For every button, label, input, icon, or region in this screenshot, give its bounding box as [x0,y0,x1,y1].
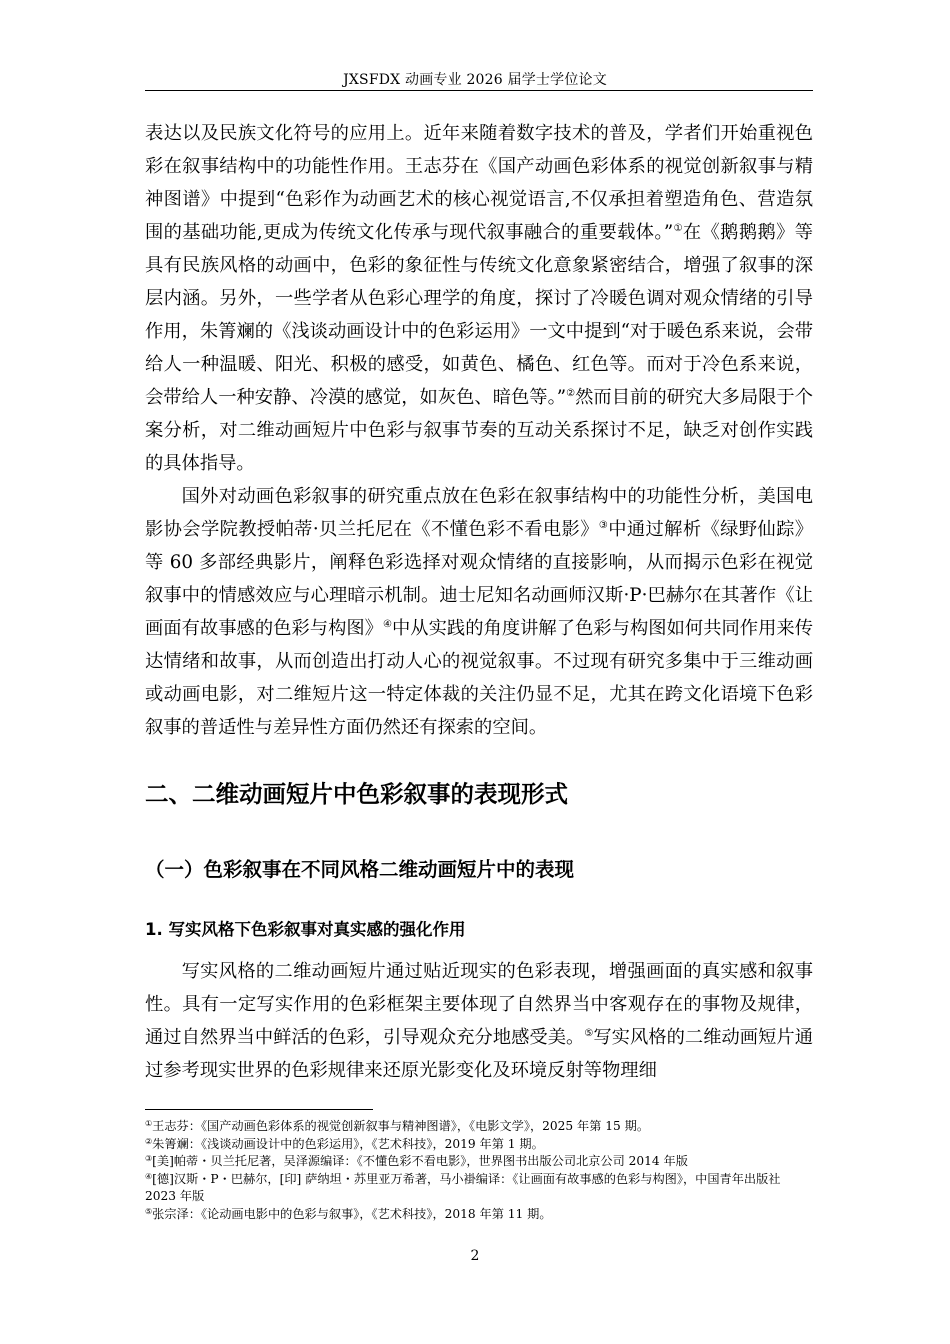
text-run: 然而目前的研究大多局限于个案分析，对二维动画短片中色彩与叙事节奏的互动关系探讨不足，缺乏对创作实践的具体指导。 [145,387,814,474]
footnote-1 [145,1118,813,1136]
header-rule [145,90,813,91]
footnote-4 [145,1171,813,1206]
body-text-bottom [145,955,813,1087]
section-heading: 二、二维动画短片中色彩叙事的表现形式 [145,780,568,808]
footnotes [145,1118,813,1224]
footnote-mark: ④ [145,1171,153,1181]
subsubsection-heading: 1. 写实风格下色彩叙事对真实感的强化作用 [145,920,466,939]
paragraph-1 [145,117,813,480]
paragraph-2 [145,480,813,744]
footnote-mark: ② [145,1136,153,1146]
text-run: 表达以及民族文化符号的应用上。近年来随着数字技术的普及，学者们开始重视色彩在叙事结构中的功能性作用。王志芬在《国产动画色彩体系的视觉创新叙事与精神图谱》中提到“色彩作为动画艺术的核心视觉语言,不仅承担着塑造角色、营造氛围的基础功能,更成为传统文化传承与现代叙事融合的重要载体。” [145,123,813,243]
footnote-text: [美]帕蒂・贝兰托尼著，吴泽源编译：《不懂色彩不看电影》，世界图书出版公司北京公司 2014 年版 [152,1154,688,1169]
footnote-5 [145,1206,813,1224]
footnote-ref: ② [566,388,576,399]
footnote-ref: ① [673,223,683,234]
running-header: JXSFDX 动画专业 2026 届学士学位论文 [343,72,607,88]
footnote-ref: ⑤ [584,1028,594,1039]
footnote-rule [145,1109,373,1110]
footnote-mark: ① [145,1119,153,1128]
text-run: 中通过解析《绿野仙踪》等 60 多部经典影片，阐释色彩选择对观众情绪的直接影响，从而揭示色彩在视觉叙事中的情感效应与心理暗示机制。迪士尼知名动画师汉斯·P·巴赫尔在其著作《让画面有故事感的色彩与构图》 [145,519,814,639]
footnote-ref: ④ [382,619,392,630]
text-run: 在《鹅鹅鹅》等具有民族风格的动画中，色彩的象征性与传统文化意象紧密结合，增强了叙事的深层内涵。另外，一些学者从色彩心理学的角度，探讨了冷暖色调对观众情绪的引导作用，朱箐斓的《浅谈动画设计中的色彩运用》一文中提到“对于暖色系来说，会带给人一种温暖、阳光、积极的感受，如黄色、橘色、红色等。而对于冷色系来说，会带给人一种安静、冷漠的感觉，如灰色、暗色等。” [145,222,814,408]
page-number: 2 [470,1248,480,1264]
footnote-3 [145,1153,813,1171]
text-run: 中从实践的角度讲解了色彩与构图如何共同作用来传达情绪和故事，从而创造出打动人心的视觉叙事。不过现有研究多集中于三维动画或动画电影，对二维短片这一特定体裁的关注仍显不足，尤其在跨文化语境下色彩叙事的普适性与差异性方面仍然还有探索的空间。 [145,618,814,738]
body-text-top [145,117,813,744]
text-run: 写实风格的二维动画短片通过参考现实世界的色彩规律来还原光影变化及环境反射等物理细 [145,1027,814,1081]
paragraph-3 [145,955,813,1087]
text-run: 国外对动画色彩叙事的研究重点放在色彩在叙事结构中的功能性分析，美国电影协会学院教授帕蒂·贝兰托尼在《不懂色彩不看电影》 [145,486,813,540]
footnote-text: [德]汉斯・P・巴赫尔，[印] 萨纳坦・苏里亚万希著，马小褂编译：《让画面有故事感的色彩与构图》，中国青年出版社 2023 年版 [145,1171,781,1204]
footnote-text: 王志芬：《国产动画色彩体系的视觉创新叙事与精神图谱》，《电影文学》，2025 年第 15 期。 [152,1119,650,1133]
text-run: 写实风格的二维动画短片通过贴近现实的色彩表现，增强画面的真实感和叙事性。具有一定写实作用的色彩框架主要体现了自然界当中客观存在的事物及规律，通过自然界当中鲜活的色彩，引导观众充分地感受美。 [145,961,813,1048]
footnote-mark: ③ [145,1154,153,1164]
footnote-text: 朱箐斓：《浅谈动画设计中的色彩运用》，《艺术科技》，2019 年第 1 期。 [152,1136,544,1151]
footnote-mark: ⑤ [145,1206,153,1216]
footnote-ref: ③ [598,520,609,531]
footnote-text: 张宗泽：《论动画电影中的色彩与叙事》，《艺术科技》，2018 年第 11 期。 [152,1206,552,1221]
subsection-heading: （一）色彩叙事在不同风格二维动画短片中的表现 [145,858,575,881]
footnote-2 [145,1136,813,1154]
